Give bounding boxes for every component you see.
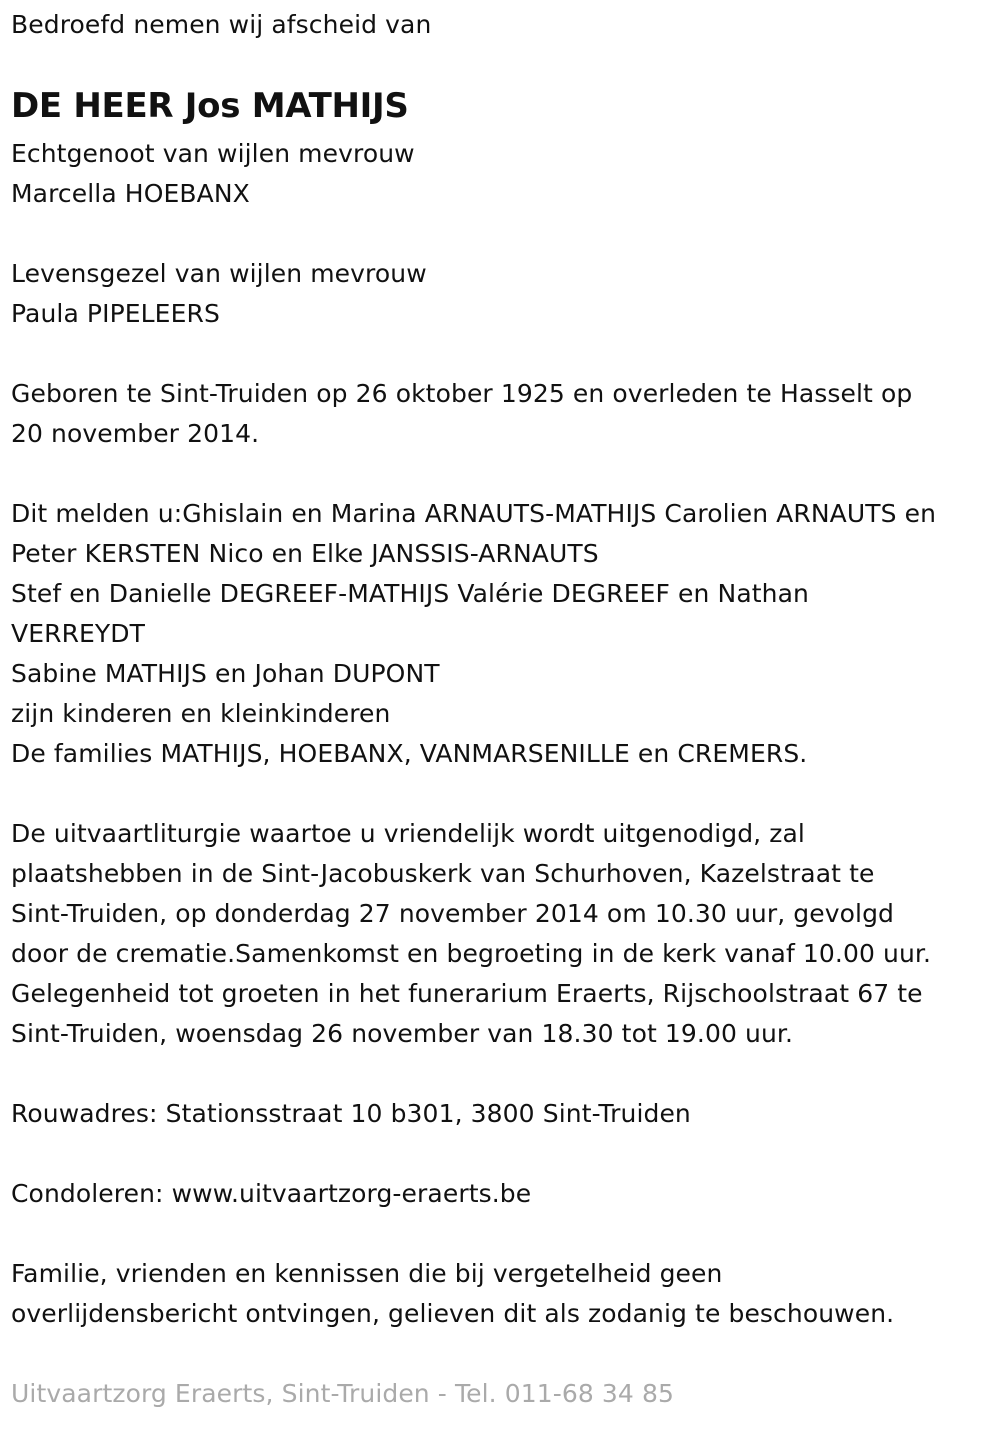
family-line: De families MATHIJS, HOEBANX, VANMARSENILLE en CREMERS. [11, 739, 808, 768]
family-line: Sabine MATHIJS en Johan DUPONT [11, 659, 440, 688]
birth-death-line: Geboren te Sint-Truiden op 26 oktober 1925 en overleden te Hasselt op [11, 379, 913, 408]
ceremony-line: door de crematie.Samenkomst en begroeting in de kerk vanaf 10.00 uur. [11, 939, 932, 968]
spouse-1-name: Marcella HOEBANX [11, 179, 250, 208]
spouse-2-label: Levensgezel van wijlen mevrouw [11, 259, 427, 288]
intro-text: Bedroefd nemen wij afscheid van [11, 10, 432, 39]
spouse-1-label: Echtgenoot van wijlen mevrouw [11, 139, 415, 168]
closing-line: overlijdensbericht ontvingen, gelieven dit als zodanig te beschouwen. [11, 1299, 895, 1328]
spouse-2-name: Paula PIPELEERS [11, 299, 220, 328]
ceremony-line: Gelegenheid tot groeten in het funerarium Eraerts, Rijschoolstraat 67 te [11, 979, 923, 1008]
ceremony-line: De uitvaartliturgie waartoe u vriendelijk wordt uitgenodigd, zal [11, 819, 805, 848]
family-line: Peter KERSTEN Nico en Elke JANSSIS-ARNAUTS [11, 539, 599, 568]
ceremony-line: plaatshebben in de Sint-Jacobuskerk van Schurhoven, Kazelstraat te [11, 859, 875, 888]
birth-death-line: 20 november 2014. [11, 419, 260, 448]
family-line: zijn kinderen en kleinkinderen [11, 699, 391, 728]
deceased-name: DE HEER Jos MATHIJS [11, 86, 409, 126]
family-line: VERREYDT [11, 619, 146, 648]
family-line: Dit melden u:Ghislain en Marina ARNAUTS-MATHIJS Carolien ARNAUTS en [11, 499, 937, 528]
funeral-home-footer: Uitvaartzorg Eraerts, Sint-Truiden - Tel. 011-68 34 85 [11, 1379, 674, 1408]
family-line: Stef en Danielle DEGREEF-MATHIJS Valérie DEGREEF en Nathan [11, 579, 809, 608]
mourning-address: Rouwadres: Stationsstraat 10 b301, 3800 Sint-Truiden [11, 1099, 691, 1128]
closing-line: Familie, vrienden en kennissen die bij vergetelheid geen [11, 1259, 723, 1288]
ceremony-line: Sint-Truiden, op donderdag 27 november 2014 om 10.30 uur, gevolgd [11, 899, 895, 928]
condolences-line: Condoleren: www.uitvaartzorg-eraerts.be [11, 1179, 532, 1208]
ceremony-line: Sint-Truiden, woensdag 26 november van 18.30 tot 19.00 uur. [11, 1019, 794, 1048]
